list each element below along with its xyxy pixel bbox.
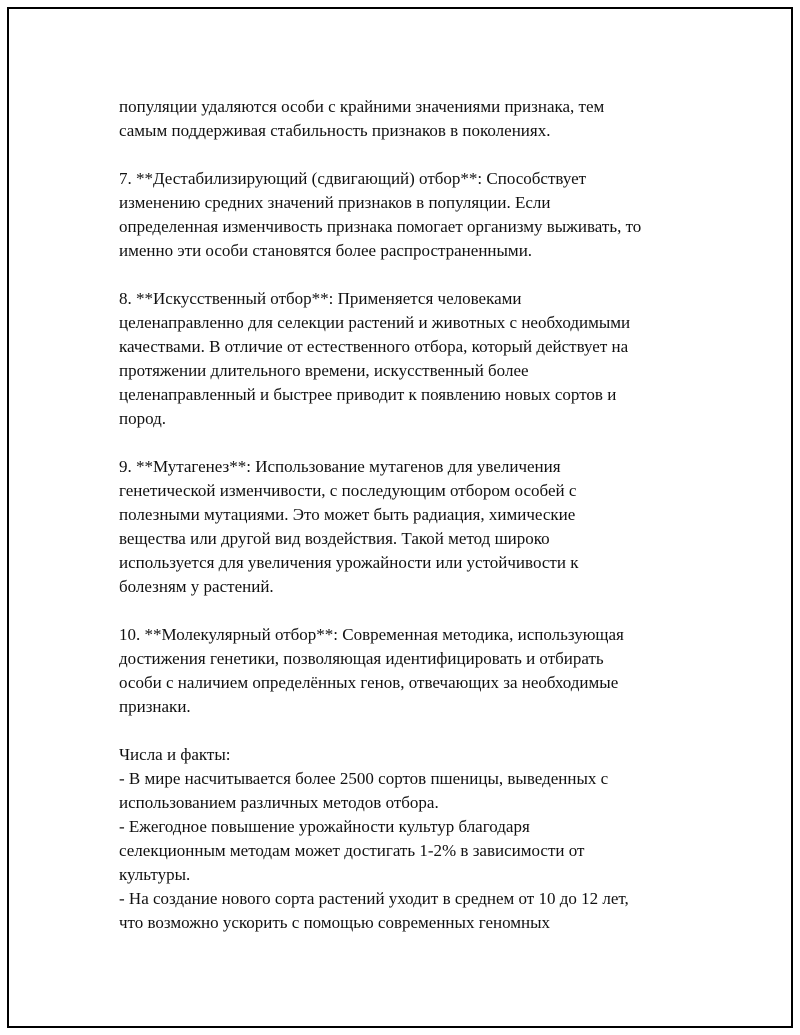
paragraph-destabilizing-selection	[119, 167, 694, 263]
text-line: культуры.	[119, 865, 191, 884]
text-line: используется для увеличения урожайности или устойчивости к	[119, 553, 579, 572]
text-line: изменению средних значений признаков в популяции. Если	[119, 193, 551, 212]
text-line: - Ежегодное повышение урожайности культур благодаря	[119, 817, 530, 836]
text-line: 7. **Дестабилизирующий (сдвигающий) отбор**: Способствует	[119, 169, 587, 188]
text-line: определенная изменчивость признака помогает организму выживать, то	[119, 217, 642, 236]
text-line: самым поддерживая стабильность признаков в поколениях.	[119, 121, 551, 140]
paragraph-stabilizing-selection-end	[119, 95, 694, 143]
text-line: 9. **Мутагенез**: Использование мутагенов для увеличения	[119, 457, 561, 476]
text-line: генетической изменчивости, с последующим отбором особей с	[119, 481, 577, 500]
paragraph-artificial-selection	[119, 287, 694, 431]
text-line: вещества или другой вид воздействия. Такой метод широко	[119, 529, 550, 548]
text-line: целенаправленный и быстрее приводит к появлению новых сортов и	[119, 385, 617, 404]
paragraph-mutagenesis	[119, 455, 694, 599]
text-line: признаки.	[119, 697, 191, 716]
text-line: популяции удаляются особи с крайними значениями признака, тем	[119, 97, 605, 116]
text-line: 10. **Молекулярный отбор**: Современная методика, использующая	[119, 625, 624, 644]
text-line: полезными мутациями. Это может быть радиация, химические	[119, 505, 576, 524]
text-line: именно эти особи становятся более распространенными.	[119, 241, 533, 260]
text-line: болезням у растений.	[119, 577, 274, 596]
text-line: целенаправленно для селекции растений и животных с необходимыми	[119, 313, 631, 332]
document-body	[119, 95, 694, 935]
text-line: 8. **Искусственный отбор**: Применяется человеками	[119, 289, 522, 308]
text-line: - На создание нового сорта растений уходит в среднем от 10 до 12 лет,	[119, 889, 629, 908]
text-line: что возможно ускорить с помощью современных геномных	[119, 913, 551, 932]
paragraph-molecular-selection	[119, 623, 694, 719]
text-line: особи с наличием определённых генов, отвечающих за необходимые	[119, 673, 619, 692]
paragraph-numbers-and-facts	[119, 743, 694, 935]
text-line: селекционным методам может достигать 1-2% в зависимости от	[119, 841, 585, 860]
facts-heading: Числа и факты:	[119, 745, 231, 764]
text-line: протяжении длительного времени, искусственный более	[119, 361, 529, 380]
text-line: качествами. В отличие от естественного отбора, который действует на	[119, 337, 629, 356]
text-line: пород.	[119, 409, 167, 428]
text-line: - В мире насчитывается более 2500 сортов пшеницы, выведенных с	[119, 769, 609, 788]
text-line: использованием различных методов отбора.	[119, 793, 439, 812]
text-line: достижения генетики, позволяющая идентифицировать и отбирать	[119, 649, 604, 668]
document-page	[7, 7, 793, 1028]
